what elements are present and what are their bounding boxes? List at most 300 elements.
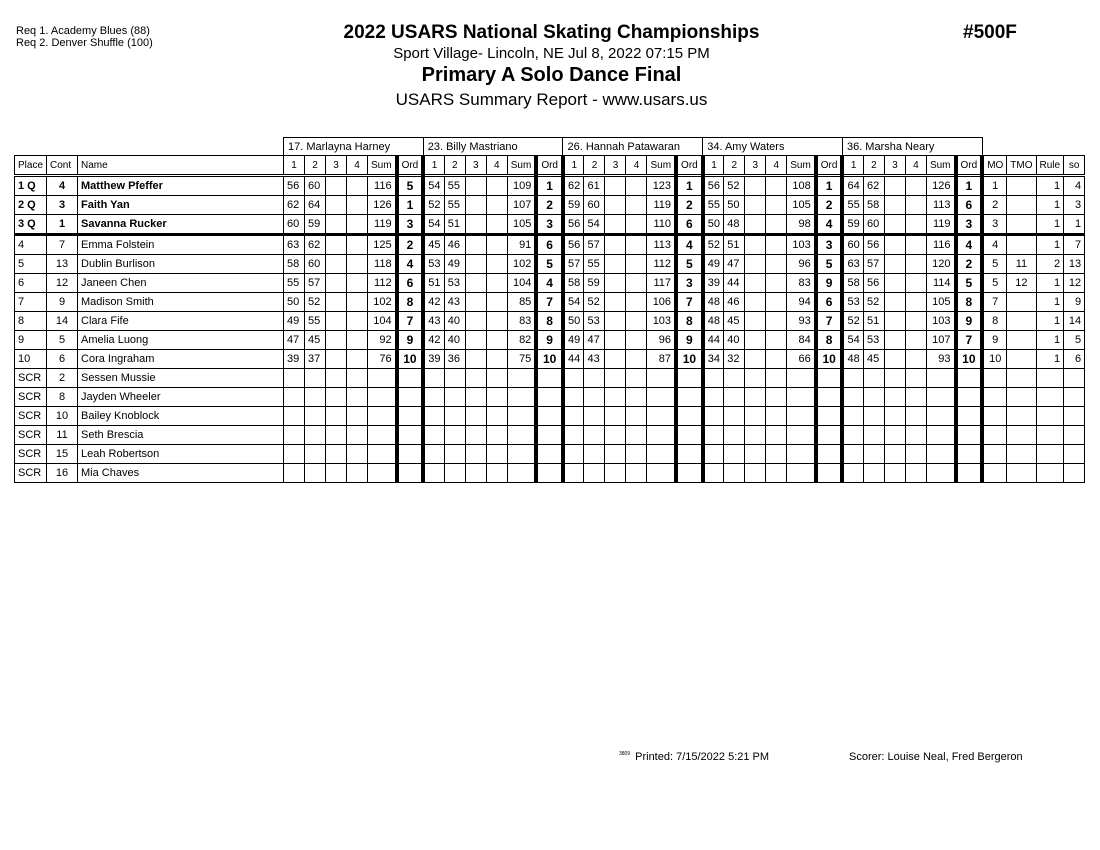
sum-cell: 103 (787, 235, 816, 255)
table-row (15, 369, 1085, 388)
col-ord: Ord (956, 156, 983, 176)
score-cell (884, 215, 905, 235)
score-cell: 34 (703, 350, 724, 369)
ordinal-cell (536, 407, 563, 426)
score-cell (423, 369, 444, 388)
score-cell: 42 (423, 293, 444, 312)
name-cell: Janeen Chen (78, 274, 284, 293)
ordinal-cell: 4 (956, 235, 983, 255)
scorer-line: Scorer: Louise Neal, Fred Bergeron (849, 751, 1023, 763)
rule-cell: 1 (1036, 274, 1064, 293)
col-j3: 3 (465, 156, 486, 176)
score-cell (605, 176, 626, 196)
score-cell: 53 (423, 255, 444, 274)
col-j2: 2 (863, 156, 884, 176)
place-cell: 3 Q (15, 215, 47, 235)
score-cell (347, 293, 368, 312)
score-cell: 60 (863, 215, 884, 235)
score-cell: 60 (284, 215, 305, 235)
score-cell: 36 (444, 350, 465, 369)
score-cell (347, 235, 368, 255)
score-cell: 52 (305, 293, 326, 312)
col-j1: 1 (563, 156, 584, 176)
score-cell: 55 (444, 176, 465, 196)
score-cell (745, 407, 766, 426)
competition-title: 2022 USARS National Skating Championships (343, 22, 760, 43)
rule-cell (1036, 426, 1064, 445)
judge-name: 26. Hannah Patawaran (563, 138, 703, 156)
score-cell (766, 176, 787, 196)
so-cell: 13 (1064, 255, 1085, 274)
score-cell (863, 407, 884, 426)
score-cell (745, 464, 766, 483)
score-cell (703, 445, 724, 464)
score-cell (444, 407, 465, 426)
tmo-cell (1007, 215, 1036, 235)
score-cell (745, 235, 766, 255)
score-cell (563, 464, 584, 483)
cont-cell: 8 (47, 388, 78, 407)
score-cell: 44 (703, 331, 724, 350)
ordinal-cell: 7 (816, 312, 843, 331)
sum-cell: 75 (507, 350, 536, 369)
sum-cell (368, 369, 397, 388)
ordinal-cell: 7 (536, 293, 563, 312)
score-cell: 46 (444, 235, 465, 255)
so-cell (1064, 388, 1085, 407)
score-cell (766, 235, 787, 255)
tmo-cell: 11 (1007, 255, 1036, 274)
score-cell (465, 255, 486, 274)
score-cell (326, 255, 347, 274)
sum-cell: 105 (507, 215, 536, 235)
score-cell (863, 426, 884, 445)
place-cell: 5 (15, 255, 47, 274)
col-j3: 3 (745, 156, 766, 176)
score-cell (605, 388, 626, 407)
score-cell (444, 388, 465, 407)
score-cell (584, 369, 605, 388)
score-cell (842, 388, 863, 407)
score-cell (486, 388, 507, 407)
rule-cell: 1 (1036, 215, 1064, 235)
so-cell: 14 (1064, 312, 1085, 331)
score-cell (905, 407, 926, 426)
score-cell (465, 369, 486, 388)
score-cell: 63 (284, 235, 305, 255)
col-j1: 1 (423, 156, 444, 176)
col-tmo: TMO (1007, 156, 1036, 176)
ordinal-cell (816, 388, 843, 407)
sum-cell (926, 426, 955, 445)
rule-cell (1036, 445, 1064, 464)
ordinal-cell: 2 (956, 255, 983, 274)
sum-cell: 116 (926, 235, 955, 255)
score-cell: 49 (444, 255, 465, 274)
rule-cell (1036, 369, 1064, 388)
blank-cell (982, 138, 1084, 156)
score-cell (863, 445, 884, 464)
score-cell (745, 196, 766, 215)
score-cell (905, 331, 926, 350)
score-cell (703, 369, 724, 388)
score-cell (423, 407, 444, 426)
table-row (15, 350, 1085, 369)
name-cell: Cora Ingraham (78, 350, 284, 369)
report-name: USARS Summary Report - www.usars.us (395, 90, 708, 109)
sum-cell (507, 445, 536, 464)
ordinal-cell (956, 407, 983, 426)
table-row (15, 445, 1085, 464)
sum-cell: 102 (368, 293, 397, 312)
score-cell (444, 464, 465, 483)
col-j2: 2 (584, 156, 605, 176)
score-cell (605, 369, 626, 388)
place-cell: SCR (15, 426, 47, 445)
score-cell: 58 (842, 274, 863, 293)
score-cell (884, 426, 905, 445)
sum-cell (507, 407, 536, 426)
score-cell: 55 (703, 196, 724, 215)
version-number: 3809 (619, 751, 631, 758)
col-sum: Sum (368, 156, 397, 176)
place-cell: 8 (15, 312, 47, 331)
score-cell: 57 (305, 274, 326, 293)
ordinal-cell: 4 (536, 274, 563, 293)
score-cell: 45 (863, 350, 884, 369)
score-cell: 43 (444, 293, 465, 312)
table-row (15, 426, 1085, 445)
sum-cell: 110 (647, 215, 676, 235)
score-cell (465, 293, 486, 312)
sum-cell (507, 464, 536, 483)
tmo-cell (1007, 350, 1036, 369)
ordinal-cell: 7 (676, 293, 703, 312)
table-row (15, 235, 1085, 255)
score-cell: 58 (863, 196, 884, 215)
score-cell (766, 350, 787, 369)
score-cell: 51 (444, 215, 465, 235)
cont-cell: 3 (47, 196, 78, 215)
mo-cell: 1 (982, 176, 1007, 196)
col-j3: 3 (884, 156, 905, 176)
name-cell: Matthew Pfeffer (78, 176, 284, 196)
sum-cell (926, 464, 955, 483)
score-cell (486, 215, 507, 235)
sum-cell: 104 (507, 274, 536, 293)
score-cell: 61 (584, 176, 605, 196)
cont-cell: 7 (47, 235, 78, 255)
sum-cell (507, 388, 536, 407)
col-cont: Cont (47, 156, 78, 176)
score-cell: 56 (863, 235, 884, 255)
score-cell (486, 331, 507, 350)
ordinal-cell: 5 (816, 255, 843, 274)
score-cell: 50 (703, 215, 724, 235)
cont-cell: 14 (47, 312, 78, 331)
place-cell: SCR (15, 464, 47, 483)
ordinal-cell: 9 (536, 331, 563, 350)
sum-cell: 76 (368, 350, 397, 369)
sum-cell: 106 (647, 293, 676, 312)
score-cell: 55 (284, 274, 305, 293)
ordinal-cell: 9 (956, 312, 983, 331)
score-cell: 43 (584, 350, 605, 369)
sum-cell: 93 (926, 350, 955, 369)
score-cell (486, 255, 507, 274)
score-cell: 59 (584, 274, 605, 293)
score-cell (347, 445, 368, 464)
score-cell (284, 388, 305, 407)
score-cell (766, 196, 787, 215)
score-cell (605, 215, 626, 235)
ordinal-cell: 3 (816, 235, 843, 255)
score-cell (465, 426, 486, 445)
name-cell: Emma Folstein (78, 235, 284, 255)
sum-cell (787, 426, 816, 445)
ordinal-cell: 1 (676, 176, 703, 196)
score-cell (605, 464, 626, 483)
score-cell (766, 369, 787, 388)
ordinal-cell (816, 464, 843, 483)
ordinal-cell: 9 (397, 331, 424, 350)
place-cell: 2 Q (15, 196, 47, 215)
ordinal-cell (536, 388, 563, 407)
score-cell: 63 (842, 255, 863, 274)
ordinal-cell: 10 (676, 350, 703, 369)
score-cell (605, 293, 626, 312)
score-cell (305, 464, 326, 483)
score-cell (326, 388, 347, 407)
score-cell (465, 196, 486, 215)
score-cell (326, 445, 347, 464)
score-cell: 32 (724, 350, 745, 369)
ordinal-cell: 4 (676, 235, 703, 255)
sum-cell: 125 (368, 235, 397, 255)
score-cell (905, 293, 926, 312)
score-cell (347, 176, 368, 196)
score-cell (703, 426, 724, 445)
score-cell (626, 350, 647, 369)
tmo-cell: 12 (1007, 274, 1036, 293)
score-cell (444, 369, 465, 388)
score-cell (465, 350, 486, 369)
so-cell: 3 (1064, 196, 1085, 215)
score-cell: 57 (863, 255, 884, 274)
score-cell (563, 445, 584, 464)
score-cell (724, 407, 745, 426)
score-cell: 59 (563, 196, 584, 215)
score-cell (745, 350, 766, 369)
so-cell: 6 (1064, 350, 1085, 369)
sum-cell: 105 (926, 293, 955, 312)
ordinal-cell: 9 (676, 331, 703, 350)
score-cell (905, 350, 926, 369)
score-cell (284, 426, 305, 445)
score-cell (884, 176, 905, 196)
mo-cell: 5 (982, 255, 1007, 274)
score-cell: 40 (444, 331, 465, 350)
requested-music-list (16, 25, 153, 49)
score-cell: 39 (284, 350, 305, 369)
score-cell (465, 235, 486, 255)
score-cell (326, 293, 347, 312)
score-cell (486, 369, 507, 388)
ordinal-cell (676, 407, 703, 426)
score-cell (347, 331, 368, 350)
ordinal-cell: 6 (397, 274, 424, 293)
sum-cell: 114 (926, 274, 955, 293)
score-cell (905, 176, 926, 196)
score-cell (884, 196, 905, 215)
score-cell: 54 (563, 293, 584, 312)
score-cell (605, 350, 626, 369)
score-cell: 45 (423, 235, 444, 255)
score-cell: 51 (863, 312, 884, 331)
sum-cell (507, 369, 536, 388)
score-cell (347, 369, 368, 388)
sum-cell: 82 (507, 331, 536, 350)
ordinal-cell (397, 388, 424, 407)
col-j2: 2 (724, 156, 745, 176)
score-cell: 48 (724, 215, 745, 235)
score-cell: 62 (863, 176, 884, 196)
score-cell (745, 293, 766, 312)
sum-cell: 66 (787, 350, 816, 369)
score-cell: 59 (842, 215, 863, 235)
score-cell (326, 369, 347, 388)
ordinal-cell: 4 (397, 255, 424, 274)
score-cell (486, 293, 507, 312)
table-row (15, 255, 1085, 274)
score-cell (605, 407, 626, 426)
score-cell: 48 (842, 350, 863, 369)
score-cell (486, 350, 507, 369)
mo-cell (982, 426, 1007, 445)
score-cell (905, 274, 926, 293)
ordinal-cell: 6 (956, 196, 983, 215)
table-row (15, 293, 1085, 312)
score-cell (884, 445, 905, 464)
column-header-row (15, 156, 1085, 176)
cont-cell: 2 (47, 369, 78, 388)
sum-cell: 103 (926, 312, 955, 331)
score-cell: 52 (724, 176, 745, 196)
score-cell (326, 407, 347, 426)
score-cell: 56 (863, 274, 884, 293)
score-cell: 56 (284, 176, 305, 196)
rule-cell: 1 (1036, 176, 1064, 196)
ordinal-cell (536, 445, 563, 464)
sum-cell (368, 388, 397, 407)
col-so: so (1064, 156, 1085, 176)
sum-cell (787, 407, 816, 426)
sum-cell: 92 (368, 331, 397, 350)
sum-cell: 91 (507, 235, 536, 255)
rule-cell: 1 (1036, 196, 1064, 215)
col-name: Name (78, 156, 284, 176)
score-cell (626, 274, 647, 293)
col-j4: 4 (486, 156, 507, 176)
ordinal-cell (676, 426, 703, 445)
score-cell (465, 312, 486, 331)
ordinal-cell: 5 (956, 274, 983, 293)
cont-cell: 5 (47, 331, 78, 350)
ordinal-cell (676, 464, 703, 483)
score-cell (584, 426, 605, 445)
name-cell: Bailey Knoblock (78, 407, 284, 426)
tmo-cell (1007, 369, 1036, 388)
score-cell: 60 (305, 176, 326, 196)
score-cell: 44 (724, 274, 745, 293)
score-cell: 54 (584, 215, 605, 235)
score-cell (486, 464, 507, 483)
ordinal-cell: 1 (536, 176, 563, 196)
score-cell (347, 350, 368, 369)
cont-cell: 1 (47, 215, 78, 235)
score-cell: 50 (724, 196, 745, 215)
table-row (15, 312, 1085, 331)
sum-cell (647, 445, 676, 464)
col-rule: Rule (1036, 156, 1064, 176)
score-cell: 54 (423, 215, 444, 235)
score-cell: 52 (423, 196, 444, 215)
ordinal-cell: 10 (536, 350, 563, 369)
sum-cell: 94 (787, 293, 816, 312)
rule-cell (1036, 388, 1064, 407)
score-cell (486, 407, 507, 426)
ordinal-cell: 10 (956, 350, 983, 369)
score-cell (584, 388, 605, 407)
place-cell: 4 (15, 235, 47, 255)
score-cell (766, 331, 787, 350)
score-cell: 57 (563, 255, 584, 274)
score-cell (905, 312, 926, 331)
score-cell (465, 388, 486, 407)
sum-cell: 102 (507, 255, 536, 274)
score-cell (326, 196, 347, 215)
place-cell: 7 (15, 293, 47, 312)
score-cell (584, 407, 605, 426)
mo-cell: 2 (982, 196, 1007, 215)
printed-timestamp: Printed: 7/15/2022 5:21 PM (635, 751, 770, 763)
score-cell (347, 407, 368, 426)
sum-cell: 85 (507, 293, 536, 312)
score-cell (284, 407, 305, 426)
ordinal-cell: 8 (536, 312, 563, 331)
col-j4: 4 (905, 156, 926, 176)
score-cell (326, 235, 347, 255)
venue-date-line: Sport Village- Lincoln, NE Jul 8, 2022 07:15 PM (393, 45, 710, 62)
score-cell (884, 464, 905, 483)
score-cell (745, 255, 766, 274)
ordinal-cell: 7 (956, 331, 983, 350)
score-cell (905, 255, 926, 274)
sum-cell: 108 (787, 176, 816, 196)
score-cell: 40 (724, 331, 745, 350)
score-cell (326, 426, 347, 445)
score-cell (863, 388, 884, 407)
score-cell (465, 274, 486, 293)
judge-name: 36. Marsha Neary (842, 138, 982, 156)
score-cell: 54 (423, 176, 444, 196)
score-cell (724, 464, 745, 483)
ordinal-cell: 6 (816, 293, 843, 312)
score-cell (444, 445, 465, 464)
score-cell (605, 235, 626, 255)
col-ord: Ord (536, 156, 563, 176)
sum-cell (926, 407, 955, 426)
